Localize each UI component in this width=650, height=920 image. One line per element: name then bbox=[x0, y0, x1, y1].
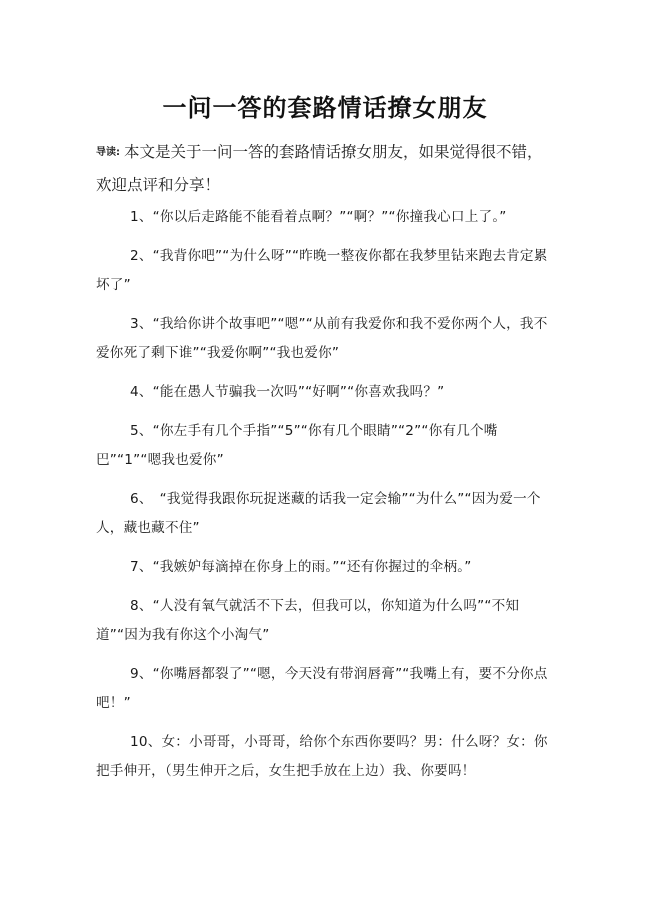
list-item: 3、“我给你讲个故事吧”“嗯”“从前有我爱你和我不爱你两个人，我不爱你死了剩下谁”“我爱你啊”“我也爱你” bbox=[96, 316, 548, 361]
list-item: 4、“能在愚人节骗我一次吗”“好啊”“你喜欢我吗？” bbox=[130, 384, 445, 400]
list-item: 6、 “我觉得我跟你玩捉迷藏的话我一定会输”“为什么”“因为爱一个人，藏也藏不住” bbox=[96, 491, 541, 536]
list-item: 5、“你左手有几个手指”“5”“你有几个眼睛”“2”“你有几个嘴巴”“1”“嗯我也爱你” bbox=[96, 423, 498, 468]
list-item: 10、女：小哥哥，小哥哥，给你个东西你要吗？男：什么呀？女：你把手伸开，（男生伸开之后，女生把手放在上边）我、你要吗！ bbox=[96, 734, 548, 779]
list-item: 8、“人没有氧气就活不下去，但我可以，你知道为什么吗”“不知道”“因为我有你这个小淘气” bbox=[96, 598, 520, 643]
dialogue-list bbox=[96, 203, 558, 796]
list-item: 1、“你以后走路能不能看着点啊？”“啊？”“你撞我心口上了。” bbox=[130, 209, 507, 225]
document-title: 一问一答的套路情话撩女朋友 bbox=[162, 94, 488, 122]
list-item: 9、“你嘴唇都裂了”“嗯，今天没有带润唇膏”“我嘴上有，要不分你点吧！” bbox=[96, 666, 548, 711]
intro-label: 导读: bbox=[96, 147, 120, 158]
list-item: 2、“我背你吧”“为什么呀”“昨晚一整夜你都在我梦里钻来跑去肯定累坏了” bbox=[96, 248, 548, 293]
intro-paragraph bbox=[96, 136, 546, 201]
intro-text: 本文是关于一问一答的套路情话撩女朋友，如果觉得很不错，欢迎点评和分享！ bbox=[96, 143, 543, 194]
list-item: 7、“我嫉妒每滴掉在你身上的雨。”“还有你握过的伞柄。” bbox=[130, 559, 472, 575]
